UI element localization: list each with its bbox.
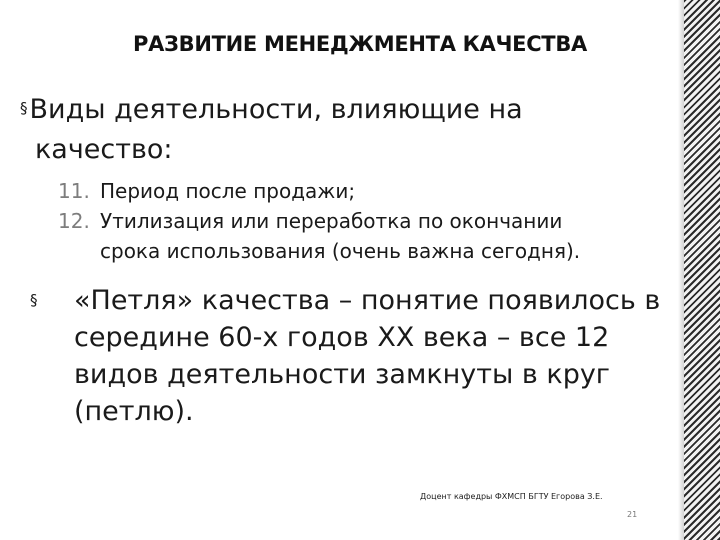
- list-item-number: 12.: [58, 209, 90, 233]
- slide-title: РАЗВИТИЕ МЕНЕДЖМЕНТА КАЧЕСТВА: [132, 32, 587, 56]
- list-item-text: Утилизация или переработка по окончании: [100, 209, 563, 233]
- list-item: [58, 176, 658, 206]
- page-number: 21: [627, 510, 638, 519]
- numbered-sublist: [58, 176, 658, 266]
- bullet-text: «Петля» качества – понятие появилось в середине 60-х годов XX века – все 12 видов деятельности замкнуты в круг (петлю).: [74, 285, 661, 427]
- list-item-text-continued: срока использования (очень важна сегодня).: [100, 239, 581, 263]
- list-item-text: Период после продажи;: [100, 179, 356, 203]
- decorative-stripe-border: [684, 0, 720, 540]
- list-item: [58, 206, 658, 266]
- bullet-marker-icon: §: [30, 291, 38, 309]
- bullet-activities: [20, 88, 630, 170]
- bullet-quality-loop: [30, 282, 690, 430]
- footer-author: Доцент кафедры ФХМСП БГТУ Егорова З.Е.: [420, 492, 603, 501]
- list-item-number: 11.: [58, 179, 90, 203]
- bullet-text-line1: Виды деятельности, влияющие на: [29, 94, 523, 125]
- bullet-marker-icon: §: [20, 99, 28, 117]
- bullet-text-line2: качество:: [35, 134, 173, 165]
